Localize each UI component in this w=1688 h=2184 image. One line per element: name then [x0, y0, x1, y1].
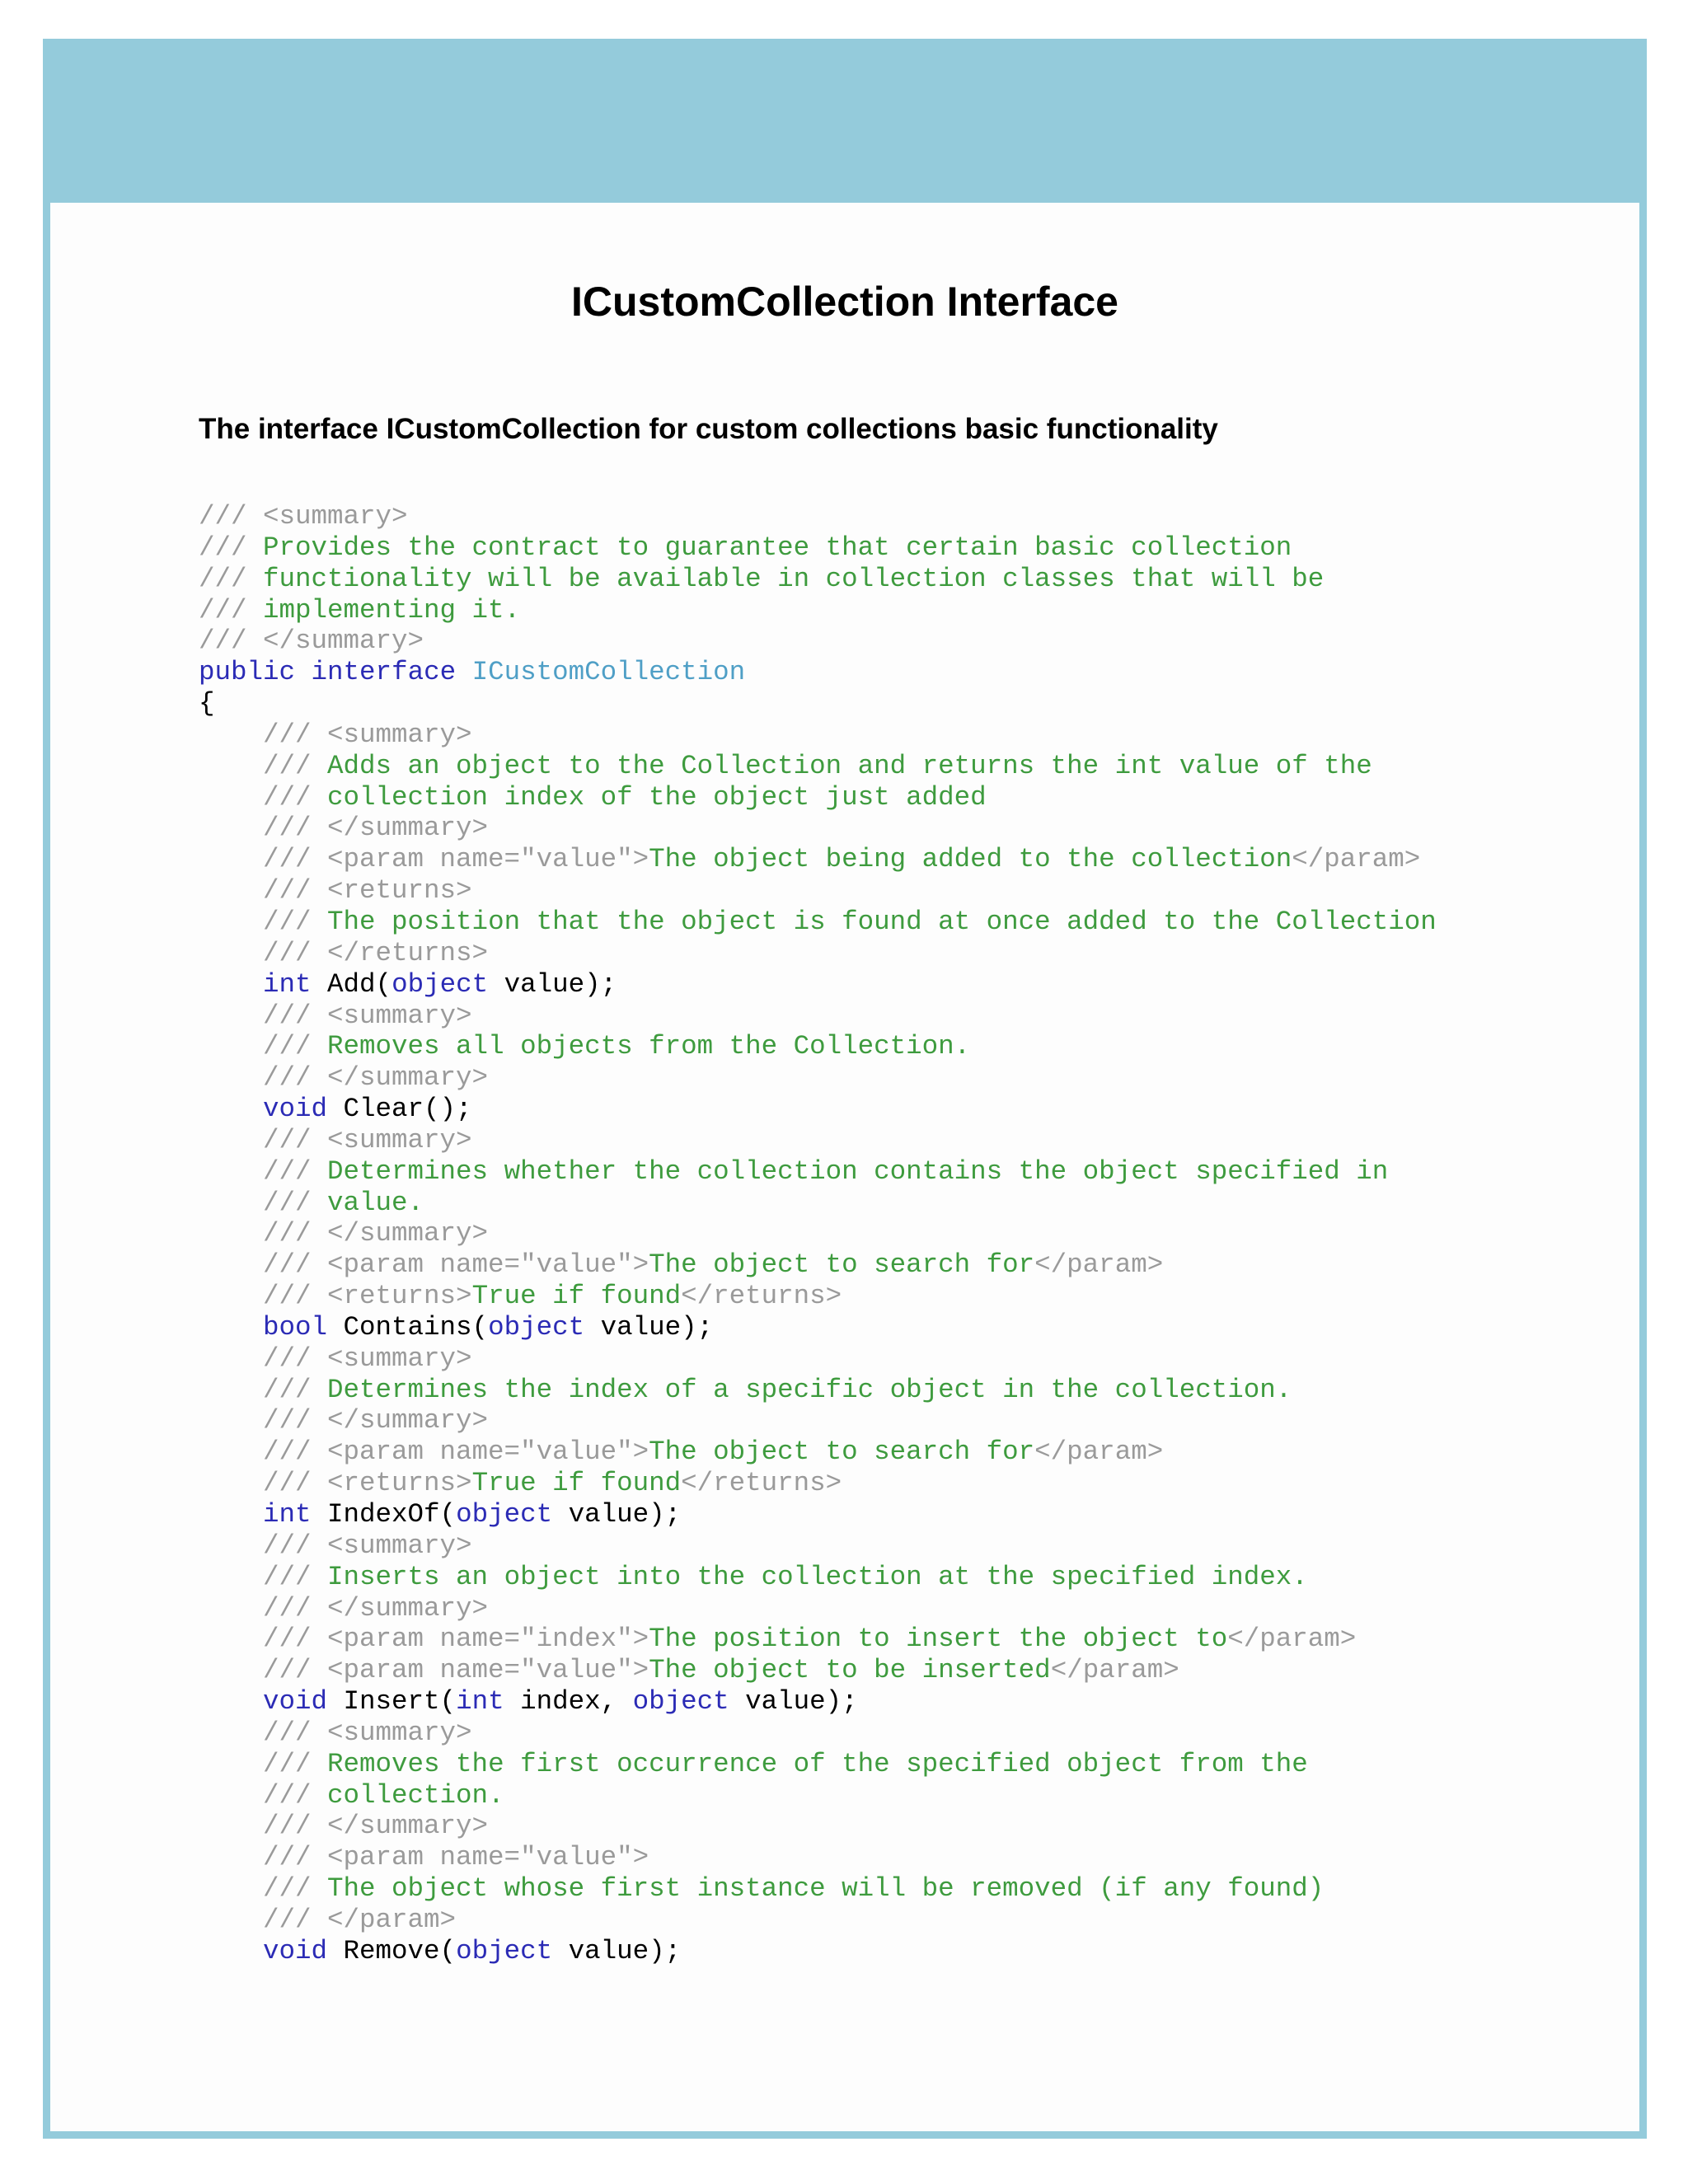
- code-line: [199, 844, 1437, 875]
- code-keyword: public: [199, 657, 296, 688]
- code-doc-tag: </param>: [1227, 1624, 1357, 1655]
- code-line: [199, 1156, 1437, 1188]
- code-comment: The object to search for: [649, 1249, 1035, 1281]
- code-doc-tag: ///: [199, 1748, 328, 1779]
- code-line: [199, 1405, 1437, 1436]
- code-line: [199, 907, 1437, 938]
- code-keyword: int: [263, 968, 312, 1000]
- code-keyword: bool: [263, 1311, 328, 1343]
- code-listing: [199, 501, 1437, 1967]
- code-comment: True if found: [471, 1468, 682, 1499]
- code-keyword: object: [632, 1686, 729, 1718]
- code-doc-tag: </param>: [1292, 844, 1421, 875]
- code-doc-tag: /// </summary>: [199, 1062, 489, 1094]
- code-line: [199, 1530, 1437, 1562]
- code-line: [199, 969, 1437, 1001]
- code-doc-tag: /// <param name="value">: [199, 1842, 649, 1873]
- code-text: [456, 657, 472, 687]
- code-text: IndexOf(: [311, 1499, 457, 1530]
- code-doc-tag: /// </summary>: [199, 1218, 489, 1249]
- code-comment: The position that the object is found at once added to the Collection: [327, 906, 1437, 937]
- code-doc-tag: </returns>: [681, 1281, 842, 1312]
- code-comment: implementing it.: [263, 594, 521, 626]
- code-line: [199, 719, 1437, 751]
- code-doc-tag: /// <returns>: [199, 1468, 472, 1499]
- code-line: [199, 1468, 1437, 1499]
- code-doc-tag: /// <param name="value">: [199, 1436, 649, 1468]
- code-doc-tag: ///: [199, 1561, 328, 1592]
- code-text: value);: [488, 968, 617, 1000]
- code-text: index,: [504, 1686, 633, 1718]
- code-line: [199, 813, 1437, 844]
- code-line: [199, 564, 1437, 595]
- code-doc-tag: ///: [199, 1374, 328, 1405]
- code-comment: Determines the index of a specific object in the collection.: [327, 1374, 1292, 1405]
- page-frame: [43, 39, 1647, 2139]
- code-line: [199, 1718, 1437, 1749]
- code-keyword: object: [392, 968, 489, 1000]
- code-comment: The object to search for: [649, 1436, 1035, 1468]
- code-line: [199, 1188, 1437, 1219]
- code-text: Contains(: [327, 1311, 489, 1343]
- code-doc-tag: ///: [199, 750, 328, 781]
- code-line: [199, 1936, 1437, 1967]
- code-line: [199, 1811, 1437, 1842]
- code-line: [199, 595, 1437, 626]
- code-comment: The object whose first instance will be removed (if any found): [327, 1873, 1325, 1905]
- code-keyword: object: [488, 1311, 585, 1343]
- code-doc-tag: /// </summary>: [199, 1592, 489, 1624]
- code-line: [199, 1562, 1437, 1593]
- code-line: [199, 1499, 1437, 1530]
- code-keyword: interface: [311, 657, 457, 688]
- code-comment: collection.: [327, 1779, 504, 1811]
- section-heading: The interface ICustomCollection for custom collections basic functionality: [199, 413, 1218, 445]
- code-line: [199, 688, 1437, 719]
- code-type-name: ICustomCollection: [471, 657, 746, 688]
- code-keyword: void: [263, 1935, 328, 1966]
- code-keyword: void: [263, 1094, 328, 1125]
- code-doc-tag: ///: [199, 1873, 328, 1905]
- code-text: {: [199, 688, 215, 719]
- code-line: [199, 1655, 1437, 1686]
- code-doc-tag: /// <summary>: [199, 719, 472, 750]
- code-line: [199, 1312, 1437, 1343]
- code-doc-tag: /// </summary>: [199, 1811, 489, 1842]
- code-comment: value.: [327, 1187, 424, 1218]
- code-line: [199, 1001, 1437, 1032]
- code-doc-tag: /// <summary>: [199, 501, 408, 532]
- code-text: Clear();: [327, 1094, 472, 1125]
- code-line: [199, 1218, 1437, 1249]
- code-line: [199, 657, 1437, 688]
- code-doc-tag: ///: [199, 1779, 328, 1811]
- code-line: [199, 626, 1437, 657]
- code-comment: Determines whether the collection contains the object specified in: [327, 1155, 1389, 1187]
- code-doc-tag: ///: [199, 532, 264, 563]
- code-doc-tag: /// </returns>: [199, 937, 489, 968]
- code-line: [199, 532, 1437, 564]
- code-text: value);: [584, 1311, 714, 1343]
- code-text: [199, 1686, 263, 1717]
- code-keyword: object: [456, 1935, 553, 1966]
- code-doc-tag: </param>: [1034, 1436, 1164, 1468]
- code-comment: Removes all objects from the Collection.: [327, 1031, 971, 1062]
- code-line: [199, 1031, 1437, 1062]
- header-band: [50, 46, 1639, 203]
- code-doc-tag: /// </summary>: [199, 1405, 489, 1436]
- code-doc-tag: /// <param name="value">: [199, 1655, 649, 1686]
- code-line: [199, 1125, 1437, 1156]
- code-line: [199, 1062, 1437, 1094]
- code-doc-tag: /// <returns>: [199, 875, 472, 907]
- code-comment: functionality will be available in collection classes that will be: [263, 563, 1325, 594]
- code-doc-tag: </param>: [1050, 1655, 1179, 1686]
- code-text: value);: [729, 1686, 858, 1718]
- code-line: [199, 1436, 1437, 1468]
- code-doc-tag: /// </summary>: [199, 813, 489, 844]
- code-line: [199, 501, 1437, 532]
- code-comment: collection index of the object just added: [327, 781, 987, 813]
- code-text: [199, 1094, 263, 1124]
- code-doc-tag: ///: [199, 781, 328, 813]
- code-doc-tag: ///: [199, 1155, 328, 1187]
- code-line: [199, 1375, 1437, 1406]
- code-keyword: int: [456, 1686, 504, 1718]
- code-keyword: int: [263, 1499, 312, 1530]
- code-doc-tag: ///: [199, 1187, 328, 1218]
- code-doc-tag: ///: [199, 1031, 328, 1062]
- code-doc-tag: /// <summary>: [199, 1124, 472, 1155]
- code-doc-tag: /// <summary>: [199, 1530, 472, 1561]
- code-text: Insert(: [327, 1686, 457, 1718]
- code-line: [199, 1686, 1437, 1718]
- code-text: Remove(: [327, 1935, 457, 1966]
- code-line: [199, 1094, 1437, 1125]
- code-comment: Removes the first occurrence of the specified object from the: [327, 1748, 1308, 1779]
- code-doc-tag: /// <param name="value">: [199, 1249, 649, 1281]
- code-text: [295, 657, 312, 687]
- code-comment: Provides the contract to guarantee that certain basic collection: [263, 532, 1292, 563]
- code-doc-tag: /// </param>: [199, 1904, 457, 1935]
- code-line: [199, 751, 1437, 782]
- code-doc-tag: /// <summary>: [199, 1717, 472, 1748]
- code-line: [199, 782, 1437, 813]
- code-line: [199, 1281, 1437, 1312]
- code-line: [199, 1593, 1437, 1624]
- code-comment: The object being added to the collection: [649, 844, 1292, 875]
- code-line: [199, 1905, 1437, 1936]
- code-text: [199, 1312, 263, 1343]
- code-line: [199, 1249, 1437, 1281]
- code-text: value);: [552, 1935, 682, 1966]
- code-keyword: object: [456, 1499, 553, 1530]
- code-doc-tag: </param>: [1034, 1249, 1164, 1281]
- code-line: [199, 875, 1437, 907]
- code-text: [199, 1936, 263, 1966]
- code-doc-tag: ///: [199, 563, 264, 594]
- code-comment: Adds an object to the Collection and returns the int value of the: [327, 750, 1372, 781]
- code-line: [199, 1343, 1437, 1375]
- code-doc-tag: /// <summary>: [199, 1343, 472, 1374]
- code-doc-tag: /// <summary>: [199, 1000, 472, 1031]
- code-doc-tag: /// <param name="index">: [199, 1624, 649, 1655]
- code-line: [199, 1842, 1437, 1873]
- code-doc-tag: /// </summary>: [199, 626, 424, 657]
- code-doc-tag: /// <param name="value">: [199, 844, 649, 875]
- code-doc-tag: ///: [199, 906, 328, 937]
- code-text: [199, 969, 263, 1000]
- code-line: [199, 1873, 1437, 1905]
- code-text: [199, 1499, 263, 1530]
- code-line: [199, 1780, 1437, 1811]
- code-line: [199, 1624, 1437, 1655]
- code-doc-tag: ///: [199, 594, 264, 626]
- code-doc-tag: </returns>: [681, 1468, 842, 1499]
- code-comment: Inserts an object into the collection at the specified index.: [327, 1561, 1308, 1592]
- code-text: Add(: [311, 968, 392, 1000]
- code-text: value);: [552, 1499, 682, 1530]
- code-line: [199, 938, 1437, 969]
- code-line: [199, 1749, 1437, 1780]
- code-comment: The position to insert the object to: [649, 1624, 1228, 1655]
- code-keyword: void: [263, 1686, 328, 1718]
- code-comment: True if found: [471, 1281, 682, 1312]
- code-doc-tag: /// <returns>: [199, 1281, 472, 1312]
- page-title: ICustomCollection Interface: [571, 279, 1118, 325]
- code-comment: The object to be inserted: [649, 1655, 1051, 1686]
